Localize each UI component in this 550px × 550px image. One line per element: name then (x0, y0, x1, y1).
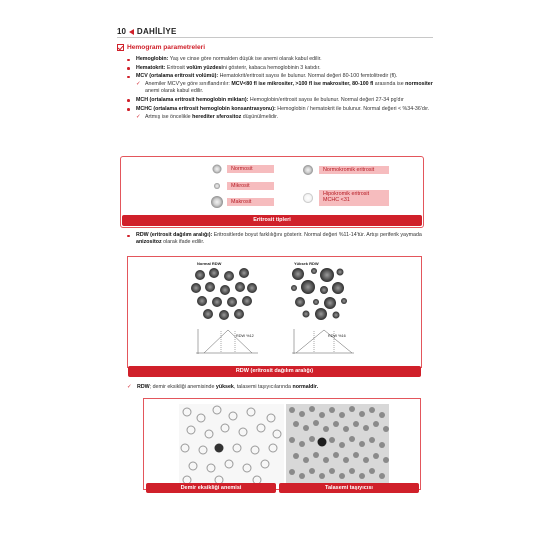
thalassemia-cells (286, 404, 389, 484)
bold-volum: volüm yüzdesi (186, 64, 223, 71)
rdw-note-c: yüksek (215, 384, 234, 390)
smear-thalassemia (286, 404, 389, 484)
high-rdw-title: Yüksek RDW (294, 261, 319, 266)
check-icon: ✓ (136, 81, 141, 88)
text-hemoglobin: Yaş ve cinse göre normalden düşük ise anemi olarak kabul edilir. (168, 56, 322, 62)
high-rdw-graph (292, 329, 354, 354)
check-icon: ✓ (127, 384, 132, 390)
mcv-sub-b2: normositer (405, 81, 433, 88)
list-item-hematokrit (117, 65, 433, 72)
label-normokromik: Normokromik eritrosit (319, 166, 389, 174)
triangle-marker-icon (129, 29, 134, 35)
makrosit-cell (211, 196, 223, 208)
label-normosit: Normosit (227, 165, 274, 173)
high-graph-label: RDW %16 (328, 334, 346, 338)
section-heading (117, 44, 205, 51)
mcv-sub-a: Anemiler MCV'ye göre sınıflandırılır: (145, 81, 232, 88)
mchc-sub-c: düşünülmelidir. (241, 113, 279, 120)
hipo-line1: Hipokromik eritrosit (323, 190, 370, 197)
hipo-line2: MCHC <31 (323, 197, 350, 203)
rdw-text-a: Eritrositlerde boyut farklılığını gösterir. Normal değeri %11-14'tür. Artışı periferik yaymada (212, 232, 422, 238)
rdw-note-d: , talasemi taşıyıcılarında (233, 384, 293, 390)
label-mikrosit: Mikrosit (227, 182, 274, 190)
mchc-subnote (136, 114, 433, 121)
smear-iron-deficiency (179, 404, 284, 484)
page-number: 10 (117, 27, 126, 36)
list-item-mchc (117, 106, 433, 121)
mikrosit-cell (214, 183, 220, 189)
normal-rdw-graph (196, 329, 258, 354)
normal-graph-label: RDW %12 (236, 334, 254, 338)
rdw-text-b: olarak ifade edilir. (161, 239, 205, 246)
rdw-bold: anizositoz (136, 239, 162, 246)
mcv-sub-d: anemi olarak kabul edilir. (145, 88, 204, 95)
term-mcv: MCV (ortalama eritrosit volümü): (136, 73, 219, 80)
rdw-note-b: ; demir eksikliği anemisinde (149, 384, 216, 390)
check-icon: ✓ (136, 113, 141, 120)
text-hematokrit-a: Eritrosit (165, 64, 187, 71)
mcv-subnote (136, 81, 433, 95)
label-hipokromik (319, 190, 389, 206)
rdw-note (117, 384, 433, 391)
term-hemoglobin: Hemoglobin: (136, 56, 169, 62)
text-hematokrit-b: ni gösterir, kabaca hemoglobinin 3 katıdır. (222, 64, 321, 71)
normokromik-cell (303, 165, 313, 175)
text-mcv: Hematokrit/eritrosit sayısı ile bulunur. Normal değeri 80-100 femtolitredir (fl). (218, 73, 398, 80)
rdw-paragraph (117, 232, 433, 248)
figure1-caption: Eritrosit tipleri (122, 215, 422, 226)
section-title: Hemogram parametreleri (127, 44, 206, 51)
lymphocyte-cell (215, 444, 224, 453)
parameter-list (117, 56, 433, 122)
smear-left-caption: Demir eksikliği anemisi (146, 483, 276, 493)
hipokromik-cell (303, 193, 313, 203)
rdw-note-line (117, 384, 433, 391)
normosit-cell (213, 165, 222, 174)
mcv-sub-b1: MCV<80 fl ise mikrositer, >100 fl ise makrositer, 80-100 fl (231, 81, 374, 88)
text-mch: Hemoglobin/eritrosit sayısı ile bulunur. Normal değeri 27-34 pg'dır (248, 96, 404, 103)
rdw-note-a: RDW (137, 384, 150, 390)
mcv-sub-c: arasında ise (373, 81, 406, 88)
text-mchc: Hemoglobin / hematokrit ile bulunur. Normal değeri < %34-36'dır. (275, 105, 430, 112)
mchc-sub-a: Artmış ise öncelikle (145, 113, 193, 120)
rdw-note-e: normaldir. (292, 384, 319, 390)
normal-rdw-title: Normal RDW (197, 261, 222, 266)
figure2-caption: RDW (eritrosit dağılım aralığı) (128, 366, 421, 377)
chapter-title: DAHİLİYE (136, 27, 177, 36)
figure-smears (143, 398, 421, 490)
page-header (117, 26, 433, 38)
smear-right-caption: Talasemi taşıyıcısı (279, 483, 419, 493)
list-item-rdw (117, 232, 433, 246)
figure-rdw (127, 256, 422, 368)
mchc-sub-b1: herediter sferositoz (192, 113, 242, 120)
list-item-hemoglobin (117, 56, 433, 63)
term-rdw: RDW (eritrosit dağılım aralığı): (136, 232, 213, 238)
term-mchc: MCHC (ortalama eritrosit hemoglobin konsantrasyonu): (136, 105, 276, 112)
term-hematokrit: Hematokrit: (136, 64, 166, 71)
checkbox-icon (117, 44, 124, 51)
iron-deficiency-cells (179, 404, 284, 484)
normal-rdw-cells (191, 268, 257, 320)
rdw-illustration (128, 257, 423, 369)
label-makrosit: Makrosit (227, 198, 274, 206)
list-item-mcv (117, 73, 433, 95)
nucleated-cell (318, 438, 327, 447)
term-mch: MCH (ortalama eritrosit hemoglobin miktarı): (136, 96, 249, 103)
high-rdw-cells (291, 268, 347, 320)
list-item-mch (117, 97, 433, 104)
